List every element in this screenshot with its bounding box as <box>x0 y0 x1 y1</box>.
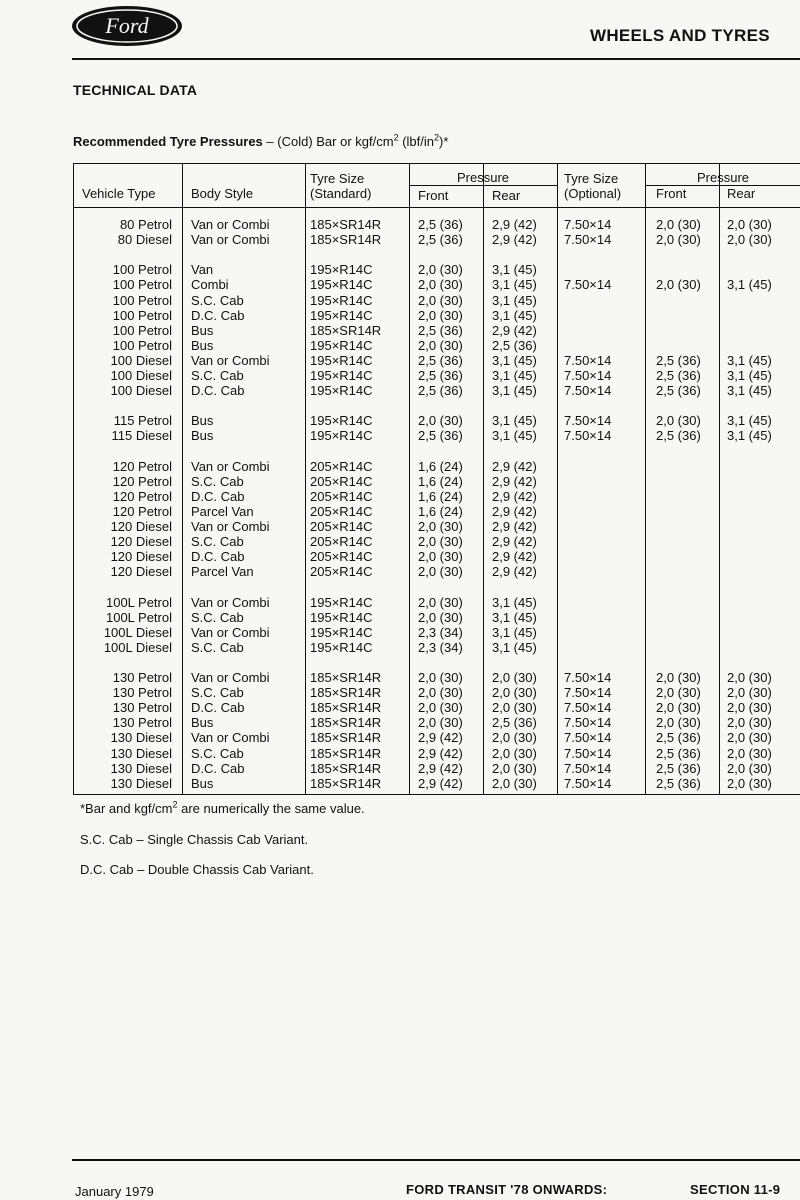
cell-vehicle-type: 130 Petrol <box>112 700 172 716</box>
header-rear-opt: Rear <box>727 186 756 201</box>
cell-tyre-size-std: 185×SR14R <box>310 685 382 701</box>
cell-body-style: S.C. Cab <box>191 745 244 761</box>
cell-front-opt: 2,5 (36) <box>656 352 701 368</box>
cell-tyre-size-std: 185×SR14R <box>310 775 382 791</box>
cell-rear: 3,1 (45) <box>492 352 537 368</box>
cell-front: 2,9 (42) <box>418 775 463 791</box>
cell-rear: 3,1 (45) <box>492 307 537 323</box>
cell-body-style: Van or Combi <box>191 670 270 685</box>
cell-body-style: S.C. Cab <box>191 473 244 489</box>
cell-tyre-size-std: 205×R14C <box>310 488 373 504</box>
column-divider <box>409 164 410 794</box>
column-divider <box>557 164 558 794</box>
cell-front: 2,3 (34) <box>418 639 463 655</box>
cell-vehicle-type: 80 Diesel <box>117 232 172 248</box>
cell-rear: 2,9 (42) <box>492 232 537 248</box>
cell-rear-opt: 2,0 (30) <box>727 775 772 791</box>
cell-tyre-size-opt: 7.50×14 <box>564 700 612 716</box>
header-tyre-size-std-sub: (Standard) <box>310 186 372 201</box>
cell-rear: 2,0 (30) <box>492 700 537 716</box>
cell-rear-opt: 2,0 (30) <box>727 715 772 731</box>
cell-vehicle-type: 130 Petrol <box>112 685 172 701</box>
cell-front-opt: 2,0 (30) <box>656 277 701 293</box>
footnote-dc-cab: D.C. Cab – Double Chassis Cab Variant. <box>80 862 314 877</box>
cell-tyre-size-std: 205×R14C <box>310 473 373 489</box>
cell-front-opt: 2,0 (30) <box>656 715 701 731</box>
cell-vehicle-type: 130 Petrol <box>112 670 172 685</box>
cell-front-opt: 2,5 (36) <box>656 775 701 791</box>
cell-rear: 3,1 (45) <box>492 594 537 610</box>
cell-tyre-size-std: 195×R14C <box>310 639 373 655</box>
cell-tyre-size-std: 185×SR14R <box>310 322 382 338</box>
cell-rear-opt: 2,0 (30) <box>727 760 772 776</box>
cell-vehicle-type: 100L Diesel <box>103 624 172 640</box>
cell-rear: 3,1 (45) <box>492 624 537 640</box>
header-rear: Rear <box>492 188 521 203</box>
cell-body-style: D.C. Cab <box>191 488 245 504</box>
cell-rear-opt: 2,0 (30) <box>727 232 772 248</box>
cell-front-opt: 2,5 (36) <box>656 745 701 761</box>
cell-tyre-size-std: 195×R14C <box>310 277 373 293</box>
footer-date: January 1979 <box>75 1184 154 1199</box>
cell-rear-opt: 3,1 (45) <box>727 413 772 429</box>
cell-body-style: Van <box>191 262 214 278</box>
cell-rear: 2,9 (42) <box>492 488 537 504</box>
cell-tyre-size-std: 195×R14C <box>310 413 373 429</box>
cell-front: 2,0 (30) <box>418 594 463 610</box>
cell-body-style: Van or Combi <box>191 624 270 640</box>
cell-front: 2,0 (30) <box>418 277 463 293</box>
cell-rear: 3,1 (45) <box>492 413 537 429</box>
cell-rear: 3,1 (45) <box>492 292 537 308</box>
cell-tyre-size-std: 195×R14C <box>310 352 373 368</box>
cell-front: 2,5 (36) <box>418 428 463 444</box>
cell-front-opt: 2,5 (36) <box>656 383 701 399</box>
logo-text: Ford <box>105 13 149 38</box>
cell-body-style: D.C. Cab <box>191 307 245 323</box>
cell-vehicle-type: 120 Diesel <box>110 549 172 565</box>
cell-front: 2,0 (30) <box>418 685 463 701</box>
cell-front: 2,5 (36) <box>418 217 463 232</box>
cell-rear: 2,5 (36) <box>492 715 537 731</box>
cell-tyre-size-std: 195×R14C <box>310 337 373 353</box>
header-tyre-size-std: Tyre Size <box>310 171 365 186</box>
cell-tyre-size-std: 185×SR14R <box>310 730 382 746</box>
cell-tyre-size-std: 195×R14C <box>310 428 373 444</box>
cell-rear: 2,9 (42) <box>492 217 537 232</box>
cell-front: 2,0 (30) <box>418 337 463 353</box>
header-tyre-size-opt: Tyre Size <box>564 171 619 186</box>
cell-body-style: Parcel Van <box>191 503 254 519</box>
cell-tyre-size-std: 185×SR14R <box>310 217 382 232</box>
cell-body-style: Van or Combi <box>191 232 270 248</box>
cell-rear: 2,0 (30) <box>492 760 537 776</box>
cell-vehicle-type: 120 Diesel <box>110 564 172 580</box>
cell-body-style: Van or Combi <box>191 594 270 610</box>
cell-rear: 2,9 (42) <box>492 519 537 534</box>
cell-tyre-size-std: 185×SR14R <box>310 760 382 776</box>
cell-body-style: S.C. Cab <box>191 685 244 701</box>
pressure-subheader-line <box>409 185 557 186</box>
cell-rear: 2,9 (42) <box>492 564 537 580</box>
cell-vehicle-type: 130 Petrol <box>112 715 172 731</box>
cell-tyre-size-std: 195×R14C <box>310 609 373 625</box>
cell-body-style: S.C. Cab <box>191 609 244 625</box>
cell-vehicle-type: 120 Petrol <box>112 488 172 504</box>
cell-rear: 2,0 (30) <box>492 730 537 746</box>
cell-front: 2,0 (30) <box>418 519 463 534</box>
cell-tyre-size-std: 195×R14C <box>310 624 373 640</box>
cell-front: 2,0 (30) <box>418 413 463 429</box>
cell-vehicle-type: 100 Petrol <box>112 307 172 323</box>
cell-vehicle-type: 120 Petrol <box>112 458 172 474</box>
footnote-units: *Bar and kgf/$cm^2$ are numerically the same value. <box>80 799 365 816</box>
cell-rear-opt: 3,1 (45) <box>727 277 772 293</box>
cell-tyre-size-opt: 7.50×14 <box>564 277 612 293</box>
cell-front: 2,0 (30) <box>418 700 463 716</box>
cell-vehicle-type: 115 Petrol <box>113 413 172 429</box>
cell-rear: 3,1 (45) <box>492 639 537 655</box>
cell-rear: 2,0 (30) <box>492 775 537 791</box>
cell-vehicle-type: 130 Diesel <box>110 775 172 791</box>
cell-tyre-size-std: 195×R14C <box>310 307 373 323</box>
cell-tyre-size-std: 205×R14C <box>310 549 373 565</box>
cell-tyre-size-std: 205×R14C <box>310 564 373 580</box>
cell-vehicle-type: 100 Petrol <box>112 262 172 278</box>
header-tyre-size-opt-sub: (Optional) <box>564 186 622 201</box>
cell-tyre-size-opt: 7.50×14 <box>564 775 612 791</box>
column-divider <box>645 164 646 794</box>
cell-rear: 2,9 (42) <box>492 503 537 519</box>
cell-vehicle-type: 100 Petrol <box>112 322 172 338</box>
cell-rear-opt: 3,1 (45) <box>727 368 772 383</box>
cell-front: 2,9 (42) <box>418 760 463 776</box>
cell-tyre-size-std: 195×R14C <box>310 383 373 399</box>
cell-rear: 3,1 (45) <box>492 277 537 293</box>
header-body-style: Body Style <box>191 186 254 201</box>
header-vehicle-type: Vehicle Type <box>82 186 156 201</box>
cell-body-style: Bus <box>191 775 214 791</box>
cell-tyre-size-opt: 7.50×14 <box>564 670 612 685</box>
cell-rear-opt: 2,0 (30) <box>727 745 772 761</box>
cell-rear: 3,1 (45) <box>492 262 537 278</box>
footnote-sc-cab: S.C. Cab – Single Chassis Cab Variant. <box>80 832 309 847</box>
cell-tyre-size-opt: 7.50×14 <box>564 730 612 746</box>
cell-front: 2,0 (30) <box>418 564 463 580</box>
cell-front: 1,6 (24) <box>418 488 463 504</box>
cell-body-style: Van or Combi <box>191 352 270 368</box>
cell-tyre-size-opt: 7.50×14 <box>564 368 612 383</box>
cell-vehicle-type: 120 Diesel <box>110 519 172 534</box>
cell-front: 2,0 (30) <box>418 715 463 731</box>
section-heading: TECHNICAL DATA <box>73 82 198 98</box>
cell-tyre-size-std: 205×R14C <box>310 534 373 550</box>
cell-vehicle-type: 100 Diesel <box>110 368 172 383</box>
cell-body-style: Bus <box>191 413 214 429</box>
footer-divider <box>72 1159 800 1161</box>
cell-front-opt: 2,0 (30) <box>656 232 701 248</box>
cell-front: 2,9 (42) <box>418 730 463 746</box>
cell-tyre-size-opt: 7.50×14 <box>564 217 612 232</box>
cell-rear: 2,9 (42) <box>492 549 537 565</box>
cell-tyre-size-std: 185×SR14R <box>310 232 382 248</box>
cell-rear-opt: 3,1 (45) <box>727 383 772 399</box>
cell-front: 2,0 (30) <box>418 670 463 685</box>
cell-tyre-size-std: 205×R14C <box>310 519 373 534</box>
footer-publication: FORD TRANSIT '78 ONWARDS: <box>406 1182 608 1197</box>
cell-rear: 2,5 (36) <box>492 337 537 353</box>
cell-rear: 2,0 (30) <box>492 745 537 761</box>
header-pressure: Pressure <box>456 170 510 185</box>
cell-rear: 2,0 (30) <box>492 670 537 685</box>
cell-rear: 2,9 (42) <box>492 458 537 474</box>
cell-tyre-size-opt: 7.50×14 <box>564 760 612 776</box>
cell-vehicle-type: 120 Petrol <box>112 473 172 489</box>
cell-tyre-size-std: 185×SR14R <box>310 745 382 761</box>
column-divider <box>719 164 720 794</box>
header-front: Front <box>418 188 449 203</box>
cell-body-style: Parcel Van <box>191 564 254 580</box>
cell-front: 2,9 (42) <box>418 745 463 761</box>
cell-tyre-size-std: 205×R14C <box>310 503 373 519</box>
cell-vehicle-type: 130 Diesel <box>110 745 172 761</box>
cell-front-opt: 2,0 (30) <box>656 670 701 685</box>
cell-tyre-size-opt: 7.50×14 <box>564 685 612 701</box>
cell-tyre-size-std: 195×R14C <box>310 262 373 278</box>
cell-tyre-size-std: 195×R14C <box>310 368 373 383</box>
cell-front-opt: 2,5 (36) <box>656 428 701 444</box>
cell-vehicle-type: 115 Diesel <box>111 428 172 444</box>
cell-body-style: Van or Combi <box>191 730 270 746</box>
cell-body-style: Bus <box>191 322 214 338</box>
cell-front-opt: 2,5 (36) <box>656 368 701 383</box>
column-divider <box>483 164 484 794</box>
cell-tyre-size-opt: 7.50×14 <box>564 232 612 248</box>
cell-front: 2,5 (36) <box>418 352 463 368</box>
cell-body-style: Van or Combi <box>191 519 270 534</box>
cell-body-style: S.C. Cab <box>191 639 244 655</box>
cell-tyre-size-opt: 7.50×14 <box>564 383 612 399</box>
cell-vehicle-type: 100L Petrol <box>105 609 172 625</box>
cell-rear-opt: 2,0 (30) <box>727 217 772 232</box>
footer-section: SECTION 11-9 <box>690 1182 781 1197</box>
cell-front: 2,5 (36) <box>418 368 463 383</box>
column-divider <box>305 164 306 794</box>
cell-body-style: Van or Combi <box>191 458 270 474</box>
cell-rear-opt: 2,0 (30) <box>727 700 772 716</box>
cell-rear: 2,9 (42) <box>492 322 537 338</box>
cell-vehicle-type: 100 Petrol <box>112 277 172 293</box>
ford-logo <box>70 4 184 48</box>
cell-rear-opt: 2,0 (30) <box>727 730 772 746</box>
cell-rear: 3,1 (45) <box>492 428 537 444</box>
cell-tyre-size-std: 195×R14C <box>310 292 373 308</box>
cell-vehicle-type: 100 Diesel <box>110 383 172 399</box>
cell-tyre-size-opt: 7.50×14 <box>564 352 612 368</box>
header-divider <box>72 58 800 60</box>
cell-tyre-size-std: 205×R14C <box>310 458 373 474</box>
cell-rear: 3,1 (45) <box>492 368 537 383</box>
cell-vehicle-type: 100 Petrol <box>112 292 172 308</box>
cell-body-style: S.C. Cab <box>191 292 244 308</box>
cell-rear: 2,9 (42) <box>492 534 537 550</box>
cell-body-style: D.C. Cab <box>191 549 245 565</box>
cell-body-style: D.C. Cab <box>191 383 245 399</box>
header-bottom-line <box>74 207 800 208</box>
cell-tyre-size-opt: 7.50×14 <box>564 745 612 761</box>
cell-body-style: Van or Combi <box>191 217 270 232</box>
column-divider <box>182 164 183 794</box>
header-front-opt: Front <box>656 186 687 201</box>
header-pressure-opt: Pressure <box>696 170 750 185</box>
cell-front: 2,3 (34) <box>418 624 463 640</box>
cell-tyre-size-std: 185×SR14R <box>310 715 382 731</box>
cell-front: 2,5 (36) <box>418 232 463 248</box>
cell-body-style: S.C. Cab <box>191 534 244 550</box>
cell-body-style: D.C. Cab <box>191 760 245 776</box>
cell-rear: 2,9 (42) <box>492 473 537 489</box>
cell-front-opt: 2,0 (30) <box>656 685 701 701</box>
tyre-pressure-table <box>73 163 800 795</box>
cell-body-style: D.C. Cab <box>191 700 245 716</box>
cell-rear: 3,1 (45) <box>492 383 537 399</box>
cell-body-style: Bus <box>191 337 214 353</box>
cell-front: 2,0 (30) <box>418 292 463 308</box>
cell-front: 2,0 (30) <box>418 262 463 278</box>
cell-vehicle-type: 120 Diesel <box>110 534 172 550</box>
cell-tyre-size-opt: 7.50×14 <box>564 428 612 444</box>
cell-tyre-size-opt: 7.50×14 <box>564 715 612 731</box>
cell-front-opt: 2,0 (30) <box>656 217 701 232</box>
cell-vehicle-type: 100 Diesel <box>110 352 172 368</box>
cell-rear-opt: 2,0 (30) <box>727 685 772 701</box>
cell-front: 1,6 (24) <box>418 503 463 519</box>
cell-body-style: Bus <box>191 715 214 731</box>
cell-rear-opt: 3,1 (45) <box>727 428 772 444</box>
cell-vehicle-type: 130 Diesel <box>110 760 172 776</box>
cell-front-opt: 2,5 (36) <box>656 730 701 746</box>
cell-tyre-size-std: 195×R14C <box>310 594 373 610</box>
cell-front: 2,0 (30) <box>418 549 463 565</box>
cell-rear-opt: 2,0 (30) <box>727 670 772 685</box>
cell-body-style: S.C. Cab <box>191 368 244 383</box>
cell-vehicle-type: 100L Diesel <box>103 639 172 655</box>
cell-body-style: Combi <box>191 277 229 293</box>
cell-front: 2,0 (30) <box>418 609 463 625</box>
cell-body-style: Bus <box>191 428 214 444</box>
cell-front-opt: 2,5 (36) <box>656 760 701 776</box>
cell-front: 1,6 (24) <box>418 473 463 489</box>
cell-vehicle-type: 130 Diesel <box>110 730 172 746</box>
cell-front: 2,0 (30) <box>418 534 463 550</box>
cell-front: 2,0 (30) <box>418 307 463 323</box>
cell-front: 2,5 (36) <box>418 322 463 338</box>
cell-vehicle-type: 120 Petrol <box>112 503 172 519</box>
cell-vehicle-type: 100 Petrol <box>112 337 172 353</box>
cell-rear-opt: 3,1 (45) <box>727 352 772 368</box>
cell-vehicle-type: 80 Petrol <box>119 217 172 232</box>
page-header-title: WHEELS AND TYRES <box>590 26 770 45</box>
cell-front-opt: 2,0 (30) <box>656 413 701 429</box>
cell-front-opt: 2,0 (30) <box>656 700 701 716</box>
cell-front: 2,5 (36) <box>418 383 463 399</box>
table-caption: Recommended Tyre Pressures – (Cold) Bar or kgf/$cm^2$ $(lbf/in^2)*$ <box>73 132 449 149</box>
cell-front: 1,6 (24) <box>418 458 463 474</box>
cell-tyre-size-opt: 7.50×14 <box>564 413 612 429</box>
cell-tyre-size-std: 185×SR14R <box>310 670 382 685</box>
cell-rear: 3,1 (45) <box>492 609 537 625</box>
cell-vehicle-type: 100L Petrol <box>105 594 172 610</box>
cell-tyre-size-std: 185×SR14R <box>310 700 382 716</box>
cell-rear: 2,0 (30) <box>492 685 537 701</box>
